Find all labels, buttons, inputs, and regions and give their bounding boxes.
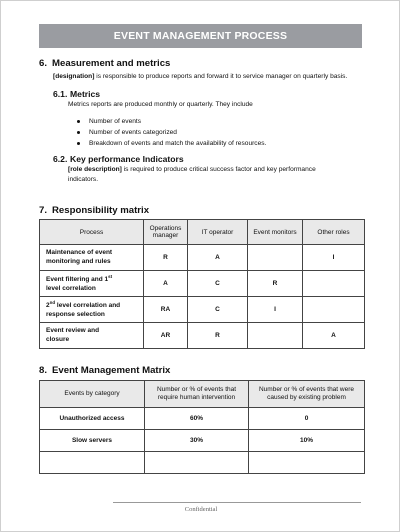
metrics-bullet-list (75, 116, 266, 149)
process-line: Event filtering and 1 (46, 276, 109, 284)
section-number: 8. (39, 365, 48, 376)
footer-divider (113, 502, 361, 503)
subsection-6-2-heading (53, 154, 184, 164)
column-header: Other roles (303, 220, 365, 245)
subsection-number: 6.2. (53, 154, 68, 164)
subsection-title: Metrics (70, 89, 101, 99)
section-7-heading (39, 205, 149, 216)
process-line: monitoring and rules (46, 257, 111, 265)
process-line: level correlation and (55, 302, 121, 310)
table-row (40, 323, 365, 349)
column-header: Process (40, 220, 144, 245)
table-row (40, 430, 365, 452)
list-item: Breakdown of events and match the availability of resources. (75, 138, 266, 149)
column-header: Number or % of events that were caused by existing problem (249, 381, 365, 408)
raci-cell (303, 297, 365, 323)
raci-cell: C (188, 271, 248, 297)
process-line: 2 (46, 302, 50, 310)
raci-cell: R (248, 271, 303, 297)
list-item: Number of events (75, 116, 266, 127)
designation-paragraph (53, 72, 347, 82)
role-placeholder: [role description] (68, 166, 122, 173)
ordinal-suffix: nd (49, 300, 56, 306)
kpi-text-continued: indicators. (68, 175, 99, 183)
process-line: response selection (46, 311, 105, 319)
value-cell: 60% (145, 408, 249, 430)
section-title: Event Management Matrix (52, 365, 171, 376)
value-cell: 30% (145, 430, 249, 452)
event-management-matrix-table (39, 380, 365, 474)
subsection-title: Key performance Indicators (70, 154, 184, 164)
raci-cell (248, 245, 303, 271)
raci-cell: R (188, 323, 248, 349)
raci-cell: A (303, 323, 365, 349)
category-cell: Unauthorized access (40, 408, 145, 430)
column-header: IT operator (188, 220, 248, 245)
ordinal-suffix: st (108, 274, 113, 280)
list-item: Number of events categorized (75, 127, 266, 138)
section-number: 7. (39, 205, 48, 216)
raci-cell: I (303, 245, 365, 271)
column-header: Number or % of events that require human intervention (145, 381, 249, 408)
raci-cell: A (144, 271, 188, 297)
table-header-row (40, 220, 365, 245)
category-cell: Slow servers (40, 430, 145, 452)
designation-text: is responsible to produce reports and forward it to service manager on quarterly basis. (94, 73, 348, 80)
category-cell (40, 452, 145, 474)
raci-cell: RA (144, 297, 188, 323)
section-8-heading (39, 365, 170, 376)
process-cell (40, 297, 144, 323)
process-line: Maintenance of event (46, 249, 113, 256)
document-title: EVENT MANAGEMENT PROCESS (39, 24, 362, 48)
section-title: Measurement and metrics (52, 58, 171, 69)
raci-cell (248, 323, 303, 349)
table-row (40, 408, 365, 430)
column-header: Operations manager (144, 220, 188, 245)
metrics-paragraph: Metrics reports are produced monthly or quarterly. They include (68, 101, 253, 108)
process-line: closure (46, 335, 70, 343)
designation-placeholder: [designation] (53, 73, 95, 80)
section-6-heading (39, 58, 170, 69)
footer-confidential: Confidential (184, 506, 218, 513)
raci-cell: AR (144, 323, 188, 349)
value-cell (249, 452, 365, 474)
process-cell (40, 323, 144, 349)
kpi-paragraph (68, 165, 316, 184)
table-row (40, 452, 365, 474)
section-title: Responsibility matrix (52, 205, 150, 216)
process-line: level correlation (46, 285, 96, 293)
raci-cell (303, 271, 365, 297)
process-cell (40, 245, 144, 271)
value-cell: 10% (249, 430, 365, 452)
responsibility-matrix-table (39, 219, 365, 349)
kpi-text: is required to produce critical success factor and key performance (121, 166, 316, 173)
value-cell (145, 452, 249, 474)
column-header: Events by category (40, 381, 145, 408)
table-row (40, 245, 365, 271)
raci-cell: I (248, 297, 303, 323)
raci-cell: C (188, 297, 248, 323)
table-row (40, 297, 365, 323)
column-header: Event monitors (248, 220, 303, 245)
table-header-row (40, 381, 365, 408)
subsection-6-1-heading (53, 89, 100, 99)
value-cell: 0 (249, 408, 365, 430)
table-row (40, 271, 365, 297)
raci-cell: R (144, 245, 188, 271)
subsection-number: 6.1. (53, 89, 68, 99)
section-number: 6. (39, 58, 48, 69)
process-cell (40, 271, 144, 297)
process-line: Event review and (46, 327, 100, 334)
raci-cell: A (188, 245, 248, 271)
